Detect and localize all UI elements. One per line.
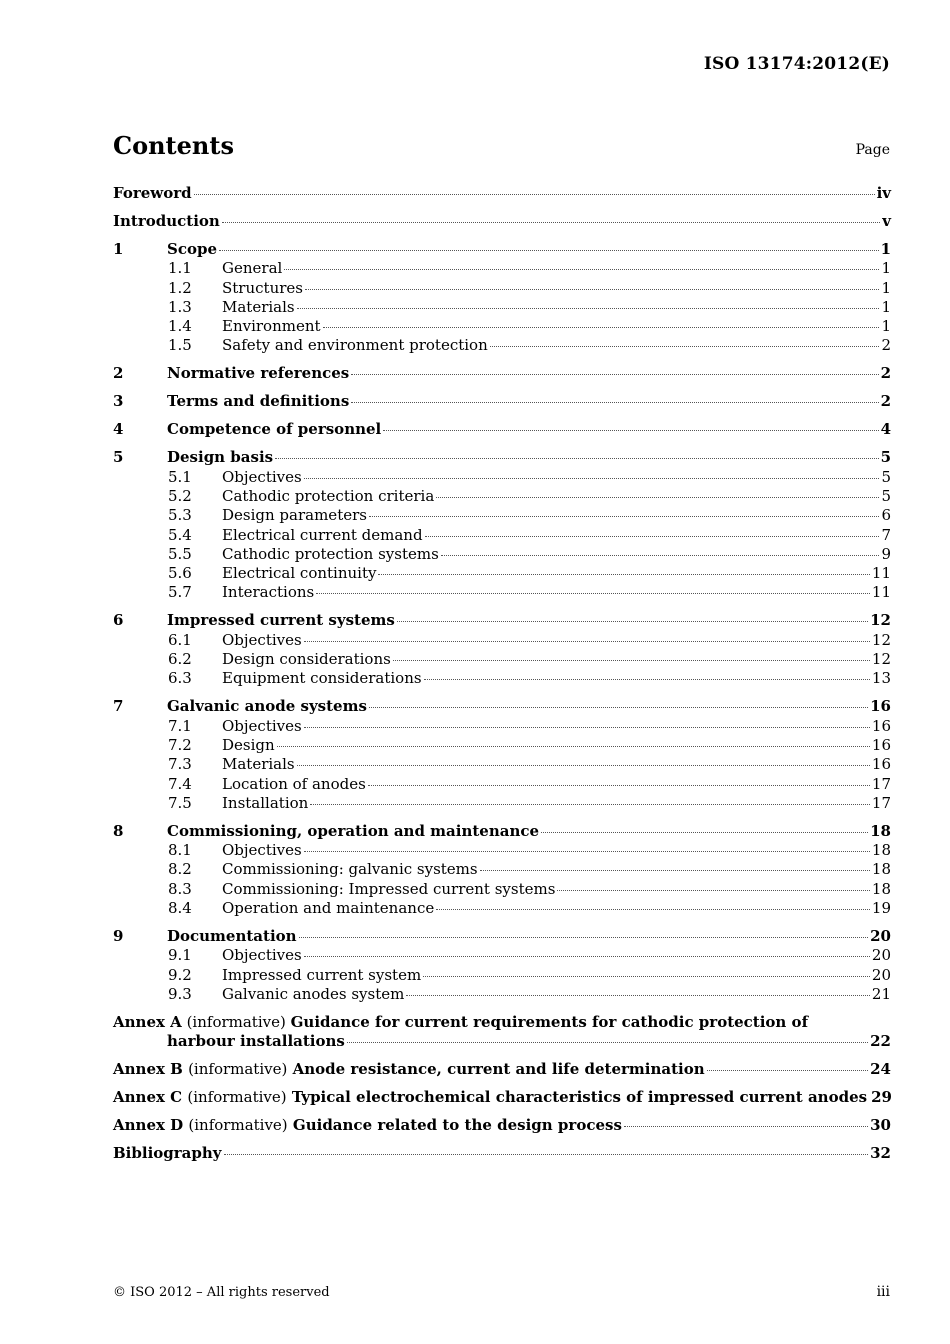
dot-leader <box>436 909 870 910</box>
entry-title: Operation and maintenance <box>222 898 435 917</box>
entry-number: 5.1 <box>168 467 192 486</box>
entry-title: Environment <box>222 317 321 336</box>
toc-section[interactable] <box>113 240 891 259</box>
toc-annex[interactable] <box>113 1060 891 1079</box>
toc-section[interactable] <box>113 448 891 467</box>
entry-number: 6 <box>113 611 124 630</box>
document-id: ISO 13174:2012(E) <box>703 54 890 74</box>
entry-number: 9.3 <box>168 984 192 1003</box>
entry-page: 22 <box>870 1032 891 1051</box>
dot-leader <box>557 890 870 891</box>
dot-leader <box>224 1154 869 1155</box>
entry-page: 12 <box>871 630 891 649</box>
annex-label: Annex D <box>113 1116 184 1135</box>
entry-number: 1.5 <box>168 336 192 355</box>
entry-title: Electrical continuity <box>222 564 377 583</box>
entry-title: Commissioning: Impressed current systems <box>222 879 556 898</box>
entry-page: 11 <box>871 564 891 583</box>
entry-page: 20 <box>871 946 891 965</box>
dot-leader <box>624 1126 868 1127</box>
toc-subsection[interactable] <box>113 966 891 985</box>
entry-page: 12 <box>870 611 891 630</box>
entry-page: 18 <box>871 841 891 860</box>
toc-subsection[interactable] <box>113 583 891 602</box>
dot-leader <box>304 641 870 642</box>
dot-leader <box>397 621 868 622</box>
entry-page: 1 <box>881 278 891 297</box>
annex-title: Typical electrochemical characteristics of impressed current anodes <box>291 1088 868 1107</box>
dot-leader <box>351 402 878 403</box>
toc-entry-bibliography[interactable] <box>113 1144 891 1163</box>
toc-subsection[interactable] <box>113 841 891 860</box>
dot-leader <box>304 851 870 852</box>
contents-title: Contents <box>113 131 234 160</box>
table-of-contents <box>113 184 891 1163</box>
toc-subsection[interactable] <box>113 775 891 794</box>
entry-title: Commissioning: galvanic systems <box>222 860 478 879</box>
entry-title: Terms and definitions <box>167 392 350 411</box>
toc-subsection[interactable] <box>113 880 891 899</box>
dot-leader <box>347 1042 868 1043</box>
dot-leader <box>284 269 879 270</box>
entry-title: Design parameters <box>222 506 367 525</box>
entry-page: 1 <box>881 317 891 336</box>
toc-subsection[interactable] <box>113 946 891 965</box>
toc-subsection[interactable] <box>113 669 891 688</box>
dot-leader <box>383 430 878 431</box>
annex-type: (informative) <box>188 1116 288 1135</box>
entry-page: 7 <box>881 525 891 544</box>
toc-subsection[interactable] <box>113 736 891 755</box>
entry-title: Impressed current systems <box>167 611 395 630</box>
entry-number: 6.3 <box>168 669 192 688</box>
dot-leader <box>323 327 880 328</box>
toc-annex[interactable] <box>113 1088 891 1107</box>
entry-title: Objectives <box>222 716 302 735</box>
entry-number: 1.3 <box>168 297 192 316</box>
toc-subsection[interactable] <box>113 506 891 525</box>
toc-entry-introduction[interactable] <box>113 212 891 231</box>
dot-leader <box>277 746 870 747</box>
annex-title: Guidance related to the design process <box>292 1116 622 1135</box>
entry-title: Bibliography <box>113 1144 222 1163</box>
dot-leader <box>424 679 870 680</box>
dot-leader <box>304 956 870 957</box>
toc-subsection[interactable] <box>113 468 891 487</box>
entry-title: Galvanic anode systems <box>167 697 367 716</box>
entry-page: 9 <box>881 544 891 563</box>
toc-section[interactable] <box>113 392 891 411</box>
entry-page: 18 <box>871 879 891 898</box>
entry-title: Introduction <box>113 211 220 230</box>
entry-title: Installation <box>222 793 309 812</box>
entry-number: 9.1 <box>168 946 192 965</box>
entry-page: 11 <box>871 583 891 602</box>
toc-subsection[interactable] <box>113 564 891 583</box>
toc-section[interactable] <box>113 611 891 630</box>
annex-title: Guidance for current requirements for cathodic protection of <box>290 1012 809 1031</box>
entry-title: Equipment considerations <box>222 669 422 688</box>
entry-page: 24 <box>870 1060 891 1079</box>
entry-title: Structures <box>222 278 303 297</box>
dot-leader <box>351 374 878 375</box>
copyright-notice: © ISO 2012 – All rights reserved <box>113 1285 330 1300</box>
entry-number: 2 <box>113 364 124 383</box>
dot-leader <box>222 222 880 223</box>
dot-leader <box>316 593 870 594</box>
toc-entry-foreword[interactable] <box>113 184 891 203</box>
toc-subsection[interactable] <box>113 899 891 918</box>
entry-page: 16 <box>871 755 891 774</box>
entry-page: iv <box>876 184 891 202</box>
entry-page: 2 <box>880 392 891 411</box>
entry-page: 12 <box>871 650 891 669</box>
toc-section[interactable] <box>113 927 891 946</box>
annex-heading <box>113 1088 867 1107</box>
toc-subsection[interactable] <box>113 631 891 650</box>
entry-number: 7.2 <box>168 735 192 754</box>
entry-title: Design basis <box>167 448 274 467</box>
toc-subsection[interactable] <box>113 794 891 813</box>
entry-number: 5.6 <box>168 564 192 583</box>
dot-leader <box>297 308 880 309</box>
entry-page: 6 <box>881 506 891 525</box>
entry-number: 8.4 <box>168 898 192 917</box>
entry-title: Cathodic protection systems <box>222 544 439 563</box>
dot-leader <box>368 785 870 786</box>
toc-subsection[interactable] <box>113 860 891 879</box>
page-column-label: Page <box>855 142 890 158</box>
entry-title: Materials <box>222 297 295 316</box>
entry-number: 1.4 <box>168 317 192 336</box>
entry-number: 5.2 <box>168 486 192 505</box>
toc-subsection[interactable] <box>113 298 891 317</box>
entry-number: 8.3 <box>168 879 192 898</box>
entry-page: 19 <box>871 898 891 917</box>
page-number: iii <box>876 1284 890 1300</box>
dot-leader <box>304 727 870 728</box>
entry-page: 20 <box>870 926 891 945</box>
entry-number: 7.3 <box>168 755 192 774</box>
entry-title: Normative references <box>167 364 350 383</box>
entry-page: 21 <box>871 984 891 1003</box>
entry-number: 4 <box>113 420 124 439</box>
entry-page: 32 <box>870 1144 891 1163</box>
toc-subsection[interactable] <box>113 336 891 355</box>
entry-number: 7.4 <box>168 774 192 793</box>
entry-number: 5.4 <box>168 525 192 544</box>
entry-number: 1 <box>113 239 124 258</box>
annex-heading <box>113 1116 622 1135</box>
entry-page: 1 <box>881 259 891 278</box>
entry-title: Interactions <box>222 583 315 602</box>
dot-leader <box>369 707 868 708</box>
entry-title: Objectives <box>222 946 302 965</box>
annex-label: Annex B <box>113 1060 183 1079</box>
entry-title: Materials <box>222 755 295 774</box>
entry-number: 7.5 <box>168 793 192 812</box>
dot-leader <box>194 194 875 195</box>
entry-page: 16 <box>871 716 891 735</box>
entry-page: 4 <box>880 420 891 439</box>
entry-title: Cathodic protection criteria <box>222 486 435 505</box>
entry-title: Electrical current demand <box>222 525 423 544</box>
entry-page: 17 <box>871 793 891 812</box>
dot-leader <box>219 250 879 251</box>
annex-type: (informative) <box>187 1088 287 1107</box>
entry-page: 1 <box>881 297 891 316</box>
annex-label: Annex A <box>113 1012 182 1031</box>
entry-number: 1.2 <box>168 278 192 297</box>
entry-title: Commissioning, operation and maintenance <box>167 821 540 840</box>
entry-number: 3 <box>113 392 124 411</box>
toc-annex[interactable] <box>113 1116 891 1135</box>
entry-number: 9 <box>113 926 124 945</box>
entry-page: 13 <box>871 669 891 688</box>
entry-page: 2 <box>880 364 891 383</box>
entry-page: 18 <box>871 860 891 879</box>
entry-page: 20 <box>871 965 891 984</box>
entry-number: 7 <box>113 697 124 716</box>
entry-title: Objectives <box>222 841 302 860</box>
dot-leader <box>378 574 869 575</box>
toc-subsection[interactable] <box>113 317 891 336</box>
toc-annex[interactable] <box>113 1032 891 1051</box>
entry-title: Documentation <box>167 926 297 945</box>
dot-leader <box>393 660 870 661</box>
entry-title: Galvanic anodes system <box>222 984 405 1003</box>
annex-heading <box>113 1060 705 1079</box>
dot-leader <box>480 870 870 871</box>
entry-page: 5 <box>880 448 891 467</box>
entry-title: Competence of personnel <box>167 420 382 439</box>
toc-section[interactable] <box>113 822 891 841</box>
dot-leader <box>297 765 870 766</box>
entry-number: 8.1 <box>168 841 192 860</box>
annex-title: Anode resistance, current and life determination <box>292 1060 705 1079</box>
entry-page: 1 <box>880 239 891 258</box>
dot-leader <box>541 832 868 833</box>
entry-number: 8 <box>113 821 124 840</box>
dot-leader <box>423 976 870 977</box>
entry-title: Objectives <box>222 467 302 486</box>
dot-leader <box>305 289 879 290</box>
dot-leader <box>436 497 879 498</box>
toc-subsection[interactable] <box>113 650 891 669</box>
dot-leader <box>275 458 878 459</box>
dot-leader <box>304 478 880 479</box>
entry-number: 9.2 <box>168 965 192 984</box>
toc-subsection[interactable] <box>113 526 891 545</box>
entry-page: 5 <box>881 467 891 486</box>
entry-title: Location of anodes <box>222 774 366 793</box>
dot-leader <box>441 555 880 556</box>
toc-section[interactable] <box>113 420 891 439</box>
entry-title: Design considerations <box>222 650 391 669</box>
entry-page: 17 <box>871 774 891 793</box>
entry-number: 8.2 <box>168 860 192 879</box>
dot-leader <box>707 1070 869 1071</box>
toc-subsection[interactable] <box>113 545 891 564</box>
toc-subsection[interactable] <box>113 717 891 736</box>
entry-page: 30 <box>870 1116 891 1135</box>
entry-title: Impressed current system <box>222 965 422 984</box>
entry-page: 18 <box>870 821 891 840</box>
annex-title-continued: harbour installations <box>167 1032 345 1051</box>
annex-label: Annex C <box>113 1088 183 1107</box>
toc-subsection[interactable] <box>113 259 891 278</box>
annex-type: (informative) <box>186 1012 286 1031</box>
dot-leader <box>406 995 870 996</box>
entry-number: 5.7 <box>168 583 192 602</box>
entry-title: Foreword <box>113 184 192 202</box>
entry-number: 5 <box>113 448 124 467</box>
dot-leader <box>369 516 879 517</box>
toc-subsection[interactable] <box>113 985 891 1004</box>
toc-section[interactable] <box>113 697 891 716</box>
entry-number: 6.2 <box>168 650 192 669</box>
entry-number: 7.1 <box>168 716 192 735</box>
toc-subsection[interactable] <box>113 487 891 506</box>
dot-leader <box>310 804 870 805</box>
entry-number: 5.5 <box>168 544 192 563</box>
entry-number: 6.1 <box>168 630 192 649</box>
entry-page: v <box>882 211 891 230</box>
entry-page: 29 <box>871 1088 892 1107</box>
entry-title: Safety and environment protection <box>222 336 488 355</box>
dot-leader <box>425 536 880 537</box>
entry-page: 16 <box>871 735 891 754</box>
entry-title: Objectives <box>222 630 302 649</box>
toc-annex-heading[interactable] <box>113 1013 891 1032</box>
entry-number: 5.3 <box>168 506 192 525</box>
entry-title: General <box>222 259 283 278</box>
dot-leader <box>490 346 880 347</box>
entry-number: 1.1 <box>168 259 192 278</box>
entry-page: 5 <box>881 486 891 505</box>
toc-subsection[interactable] <box>113 279 891 298</box>
entry-page: 16 <box>870 697 891 716</box>
toc-section[interactable] <box>113 364 891 383</box>
annex-type: (informative) <box>188 1060 288 1079</box>
toc-subsection[interactable] <box>113 755 891 774</box>
entry-title: Design <box>222 735 275 754</box>
entry-title: Scope <box>167 239 218 258</box>
entry-page: 2 <box>881 336 891 355</box>
dot-leader <box>299 937 869 938</box>
